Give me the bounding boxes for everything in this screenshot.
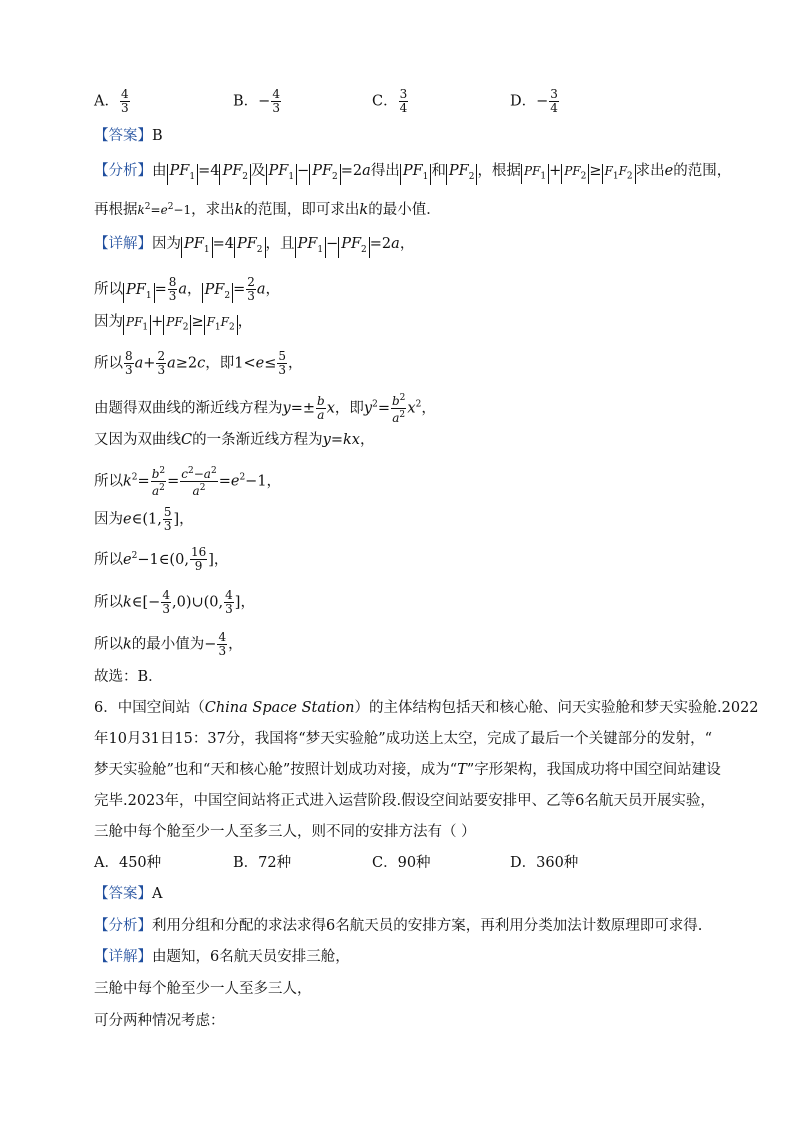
text: 6．中国空间站（: [94, 700, 205, 716]
text: ，根据: [477, 163, 521, 179]
text: ，: [240, 594, 255, 611]
text: 故选：B．: [94, 669, 163, 685]
answer-line: [94, 126, 163, 146]
step-9: 所以k∈[− $\frac{4}{3}$ ,0)∪(0, $\frac{4}{3}$ ]，: [94, 588, 255, 616]
step-3: 所以 $\frac{8}{3}$ a+ $\frac{2}{3}$ a≥2c，即1<e≤ $\frac{5}{3}$ ，: [94, 349, 303, 377]
analysis-line: 【分析】由 $PF_1 =4$ $PF_2$ 及 $PF_1 - PF_2 =2a$得出 $PF_1$ 和 $PF_2$ ，根据 $PF_1 + PF_2 \ge F_1F_2$ 求出e的范围，: [94, 161, 731, 185]
text: ”字形架构，我国成功将中国空间站建设: [466, 762, 721, 778]
choose-line: [94, 667, 163, 687]
answer-tag: 【答案】: [94, 886, 152, 902]
q6-option-b: B．72种: [233, 855, 292, 871]
text: 利用分组和分配的求法求得6名航天员的安排方案，再利用分类加法计数原理即可求得.: [152, 918, 703, 934]
text: ，且: [265, 236, 295, 252]
text: 三舱中每个舱至少一人至多三人，: [94, 981, 312, 997]
text: ，: [399, 236, 415, 252]
q6-analysis-line: [94, 916, 702, 936]
answer-value: A: [152, 886, 163, 902]
text: China Space Station: [204, 700, 355, 716]
text: 所以: [94, 594, 123, 611]
text: T: [457, 762, 467, 778]
text: 所以: [94, 636, 123, 653]
step-7: 因为e∈(1, $\frac{5}{3}$ ]，: [94, 505, 194, 533]
text: 和: [431, 163, 446, 179]
step-1: 所以 $PF_1$ = $\frac{8}{3}$ a， $PF_2$ = $\frac{2}{3}$ a，: [94, 275, 281, 303]
text: ，: [265, 281, 281, 298]
q6-line-1: [94, 698, 759, 718]
option-a: [94, 88, 131, 115]
text: 梦天实验舱”也和“天和核心舱”按照计划成功对接，成为“: [94, 762, 458, 778]
text: 再根据: [94, 202, 138, 218]
analysis-line-2: 再根据$k^2=e^2-1$，求出k的范围，即可求出k的最小值．: [94, 202, 441, 218]
text: 得出: [370, 163, 400, 179]
q6-line-2: [94, 729, 712, 749]
q6-option-c: C．90种: [372, 855, 431, 871]
text: 的最小值．: [368, 202, 441, 218]
minus-sign: −: [536, 93, 549, 110]
detail-tag: 【详解】: [94, 949, 152, 965]
step-6: 所以$k^2=$ $\frac{b^2}{a^2}$ = $\frac{c^2-a^2}{a^2}$ $=e^2-1$，: [94, 466, 282, 498]
option-b: [233, 88, 282, 115]
text: ，: [421, 400, 436, 417]
text: 求出: [635, 163, 665, 179]
fraction: $\frac{3}{4}$: [550, 87, 558, 115]
q6-answer-line: [94, 884, 162, 904]
option-c: [372, 88, 409, 115]
text: 所以: [94, 551, 123, 568]
detail-tag: 【详解】: [94, 236, 152, 252]
text: 的一条渐近线方程为: [192, 432, 323, 448]
text: ，: [228, 636, 243, 653]
answer-value: B: [152, 128, 163, 144]
text: ，: [266, 473, 282, 490]
text: 及: [251, 163, 266, 179]
detail-line: 【详解】因为 $PF_1 =4$ $PF_2$ ，且 $PF_1 - PF_2 =2a$，: [94, 234, 414, 258]
text: ，: [187, 281, 202, 298]
step-5: 又因为双曲线C的一条渐近线方程为y=kx，: [94, 432, 375, 448]
q6-detail-3: [94, 1011, 225, 1031]
q6-detail-2: [94, 979, 312, 999]
analysis-tag: 【分析】: [94, 163, 152, 179]
text: ，求出: [191, 202, 235, 218]
text: 可分两种情况考虑：: [94, 1013, 225, 1029]
text: 由题知，6名航天员安排三舱，: [152, 949, 350, 965]
text: 的范围，即可求出: [243, 202, 360, 218]
text: 的范围，: [673, 163, 732, 179]
q6-line-5: [94, 822, 476, 842]
text: 又因为双曲线: [94, 432, 181, 448]
step-2: 因为 $PF_1 + PF_2 \ge F_1F_2$ ，: [94, 312, 252, 335]
option-d-label: D．: [510, 93, 537, 110]
text: 所以: [94, 355, 123, 372]
fraction: $\frac{4}{3}$: [120, 87, 129, 115]
fraction: $\frac{3}{4}$: [399, 87, 408, 115]
text: 因为: [94, 314, 123, 330]
text: 因为: [94, 511, 123, 528]
text: ，即: [205, 355, 235, 372]
text: ）的主体结构包括天和核心舱、问天实验舱和梦天实验舱.2022: [354, 700, 759, 716]
text: 年10月31日15：37分，我国将“梦天实验舱”成功送上太空，完成了最后一个关键部分的发射，“: [94, 731, 713, 747]
step-4: 由题得双曲线的渐近线方程为y=± $\frac{b}{a}$ x，即$y^2=$ $\frac{b^2}{a^2}$ $x^2$，: [94, 393, 436, 425]
q6-option-a: A．450种: [94, 855, 162, 871]
step-8: 所以$e^2-1\in(0$, $\frac{16}{9}$ ]，: [94, 545, 229, 574]
text: ，: [288, 355, 303, 372]
step-10: 所以k的最小值为− $\frac{4}{3}$ ，: [94, 630, 243, 658]
text: 的最小值为: [131, 636, 205, 653]
text: ，: [359, 432, 375, 448]
q6-option-d: D．360种: [510, 855, 579, 871]
option-d: [510, 88, 560, 115]
q6-line-3: [94, 760, 721, 780]
option-a-label: A．: [94, 93, 119, 110]
option-b-label: B．: [233, 93, 259, 110]
text: 三舱中每个舱至少一人至多三人，则不同的安排方法有（ ）: [94, 824, 476, 840]
text: 因为: [152, 236, 181, 252]
text: ，: [213, 551, 229, 568]
text: 完毕.2023年，中国空间站将正式进入运营阶段.假设空间站要安排甲、乙等6名航天员开展实验，: [94, 793, 715, 809]
text: ，即: [334, 400, 364, 417]
text: 所以: [94, 473, 123, 490]
option-c-label: C．: [372, 93, 398, 110]
text: 所以: [94, 281, 123, 298]
text: 由: [152, 163, 167, 179]
q6-detail-line: [94, 947, 350, 967]
text: 由题得双曲线的渐近线方程为: [94, 400, 283, 417]
answer-tag: 【答案】: [94, 128, 152, 144]
analysis-tag: 【分析】: [94, 918, 152, 934]
text: ，: [179, 511, 194, 528]
fraction: $\frac{4}{3}$: [272, 87, 280, 115]
minus-sign: −: [258, 93, 271, 110]
text: ，: [237, 314, 253, 330]
q6-line-4: [94, 791, 715, 811]
